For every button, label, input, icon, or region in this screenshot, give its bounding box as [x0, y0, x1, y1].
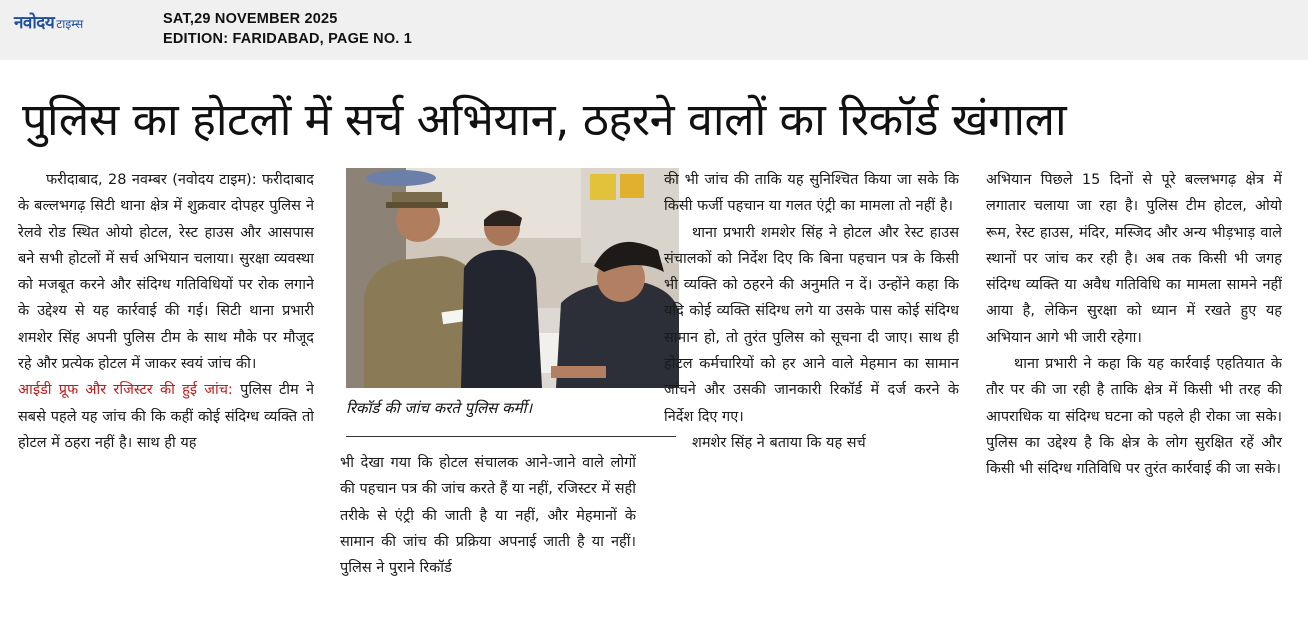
column-4-para-1: अभियान पिछले 15 दिनों से पूरे बल्लभगढ़ क्षेत्र में लगातार चलाया जा रहा है। पुलिस टीम होटल, ओयो रूम, रेस्ट हाउस, मंदिर, मस्जिद और अन्य भीड़भाड़ वाले स्थानों पर जांच कर रही है। अब तक किसी भी जगह संदिग्ध व्यक्ति या अवैध गतिविधि का मामला सामने नहीं आया है, लेकिन सुरक्षा को ध्यान में रखते हुए यह अभियान आगे भी जारी रहेगा। [986, 172, 1282, 346]
article-column-3 [664, 167, 959, 617]
masthead-bar [0, 0, 1308, 60]
column-4-para-2: थाना प्रभारी ने कहा कि यह कार्रवाई एहतियात के तौर पर की जा रही है ताकि क्षेत्र में किसी भी तरह की आपराधिक या संदिग्ध घटना को पहले ही रोका जा सके। पुलिस का उद्देश्य है कि क्षेत्र के लोग सुरक्षित रहें और किसी भी संदिग्ध गतिविधि पर तुरंत कार्रवाई की जा सके। [986, 356, 1282, 478]
newspaper-logo[interactable] [14, 10, 83, 33]
column-1-para-2 [18, 377, 314, 456]
logo-main-text: नवोदय [14, 13, 55, 33]
police-photo [346, 168, 679, 388]
column-3-para-3: शमशेर सिंह ने बताया कि यह सर्च [692, 434, 866, 451]
column-3-para-1: की भी जांच की ताकि यह सुनिश्चित किया जा सके कि किसी फर्जी पहचान या गलत एंट्री का मामला तो नहीं है। [664, 172, 959, 215]
logo-sub-text: टाइम्स [56, 17, 84, 31]
column-1-para-1: फरीदाबाद, 28 नवम्बर (नवोदय टाइम): फरीदाबाद के बल्लभगढ़ सिटी थाना क्षेत्र में शुक्रवार दोपहर पुलिस ने रेलवे रोड स्थित ओयो होटल, रेस्ट हाउस और आसपास बने सभी होटलों में सर्च अभियान चलाया। सुरक्षा व्यवस्था को मजबूत करने और संदिग्ध गतिविधियों पर रोक लगाने के उद्देश्य से यह कार्रवाई की गई। सिटी थाना प्रभारी शमशेर सिंह अपनी पुलिस टीम के साथ मौके पर मौजूद रहे और प्रत्येक होटल में जाकर स्वयं जांच की। [18, 172, 314, 373]
edition-info [163, 9, 412, 49]
article-column-1 [18, 167, 314, 617]
column-1-para-2-text: पुलिस टीम ने सबसे पहले यह जांच की कि कहीं कोई संदिग्ध व्यक्ति तो होटल में ठहरा नहीं है। साथ ही यह [18, 382, 314, 451]
photo-caption: रिकॉर्ड की जांच करते पुलिस कर्मी। [346, 399, 533, 417]
subhead-id-proof: आईडी प्रूफ और रजिस्टर की हुई जांच: [18, 382, 233, 399]
article-column-2 [340, 450, 636, 618]
article-column-4 [986, 167, 1282, 617]
caption-divider [346, 436, 676, 437]
edition-line: EDITION: FARIDABAD, PAGE NO. 1 [163, 31, 413, 47]
column-3-para-2: थाना प्रभारी शमशेर सिंह ने होटल और रेस्ट हाउस संचालकों को निर्देश दिए कि बिना पहचान पत्र के किसी भी व्यक्ति को ठहरने की अनुमति न दें। उन्होंने कहा कि यदि कोई व्यक्ति संदिग्ध लगे या उसके पास कोई संदिग्ध सामान हो, तो तुरंत पुलिस को सूचना दी जाए। साथ ही होटल कर्मचारियों को हर आने वाले मेहमान का सामान जांचने और उसकी जानकारी रिकॉर्ड में दर्ज करने के निर्देश दिए गए। [664, 224, 959, 425]
column-2-para-1: भी देखा गया कि होटल संचालक आने-जाने वाले लोगों की पहचान पत्र की जांच करते हैं या नहीं, रजिस्टर में सही तरीके से एंट्री की जाती है या नहीं, और मेहमानों के सामान की जांच की प्रक्रिया अपनाई जाती है या नहीं। पुलिस ने पुराने रिकॉर्ड [340, 455, 636, 577]
police-officer-checking-hotel-register-photo [346, 168, 679, 388]
date-line: SAT,29 NOVEMBER 2025 [163, 11, 338, 27]
article-headline: पुलिस का होटलों में सर्च अभियान, ठहरने वालों का रिकॉर्ड खंगाला [22, 93, 1067, 146]
